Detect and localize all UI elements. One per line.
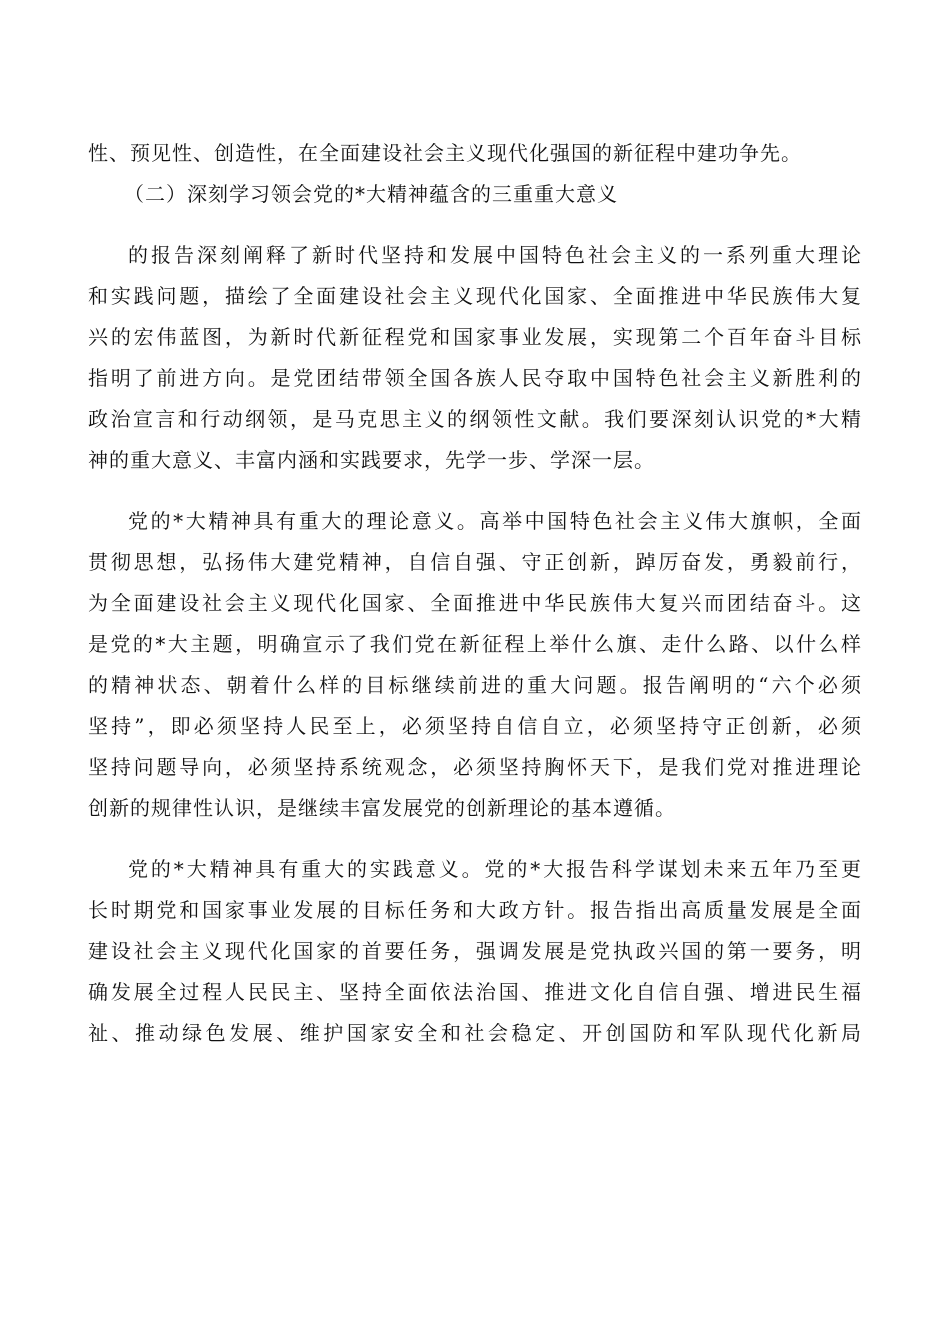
paragraph-gap — [88, 481, 862, 501]
paragraph-line: 性、预见性、创造性，在全面建设社会主义现代化强国的新征程中建功争先。 — [88, 141, 802, 165]
paragraph-practical-significance — [88, 849, 862, 1054]
paragraph-line: 祉、推动绿色发展、维护国家安全和社会稳定、开创国防和军队现代化新局 — [88, 1021, 862, 1045]
paragraph-line: 的精神状态、朝着什么样的目标继续前进的重大问题。报告阐明的“六个必须 — [88, 673, 862, 697]
paragraph-line: 兴的宏伟蓝图，为新时代新征程党和国家事业发展，实现第二个百年奋斗目标 — [88, 325, 862, 349]
document-body — [88, 133, 862, 1054]
paragraph-line: 创新的规律性认识，是继续丰富发展党的创新理论的基本遵循。 — [88, 796, 676, 820]
paragraph-line: 建设社会主义现代化国家的首要任务，强调发展是党执政兴国的第一要务，明 — [88, 939, 862, 963]
paragraph-line: 指明了前进方向。是党团结带领全国各族人民夺取中国特色社会主义新胜利的 — [88, 366, 862, 390]
paragraph-line: 是党的*大主题，明确宣示了我们党在新征程上举什么旗、走什么路、以什么样 — [88, 632, 862, 656]
paragraph-gap — [88, 829, 862, 849]
paragraph-line: 党的*大精神具有重大的实践意义。党的*大报告科学谋划未来五年乃至更 — [128, 857, 862, 881]
paragraph-line: 长时期党和国家事业发展的目标任务和大政方针。报告指出高质量发展是全面 — [88, 898, 862, 922]
paragraph-line: 和实践问题，描绘了全面建设社会主义现代化国家、全面推进中华民族伟大复 — [88, 284, 862, 308]
paragraph-report-significance — [88, 235, 862, 481]
paragraph-line: 神的重大意义、丰富内涵和实践要求，先学一步、学深一层。 — [88, 448, 655, 472]
paragraph-line: 坚持问题导向，必须坚持系统观念，必须坚持胸怀天下，是我们党对推进理论 — [88, 755, 862, 779]
section-heading: （二）深刻学习领会党的*大精神蕴含的三重重大意义 — [124, 182, 618, 206]
paragraph-line: 坚持”，即必须坚持人民至上，必须坚持自信自立，必须坚持守正创新，必须 — [88, 714, 862, 738]
paragraph-gap — [88, 215, 862, 235]
paragraph-line: 党的*大精神具有重大的理论意义。高举中国特色社会主义伟大旗帜，全面 — [128, 509, 862, 533]
paragraph-theoretical-significance — [88, 501, 862, 829]
paragraph-line: 确发展全过程人民民主、坚持全面依法治国、推进文化自信自强、增进民生福 — [88, 980, 862, 1004]
paragraph-line: 贯彻思想，弘扬伟大建党精神，自信自强、守正创新，踔厉奋发，勇毅前行， — [88, 550, 862, 574]
paragraph-line: 政治宣言和行动纲领，是马克思主义的纲领性文献。我们要深刻认识党的*大精 — [88, 407, 862, 431]
paragraph-line: 的报告深刻阐释了新时代坚持和发展中国特色社会主义的一系列重大理论 — [128, 243, 862, 267]
paragraph-line: 为全面建设社会主义现代化国家、全面推进中华民族伟大复兴而团结奋斗。这 — [88, 591, 862, 615]
